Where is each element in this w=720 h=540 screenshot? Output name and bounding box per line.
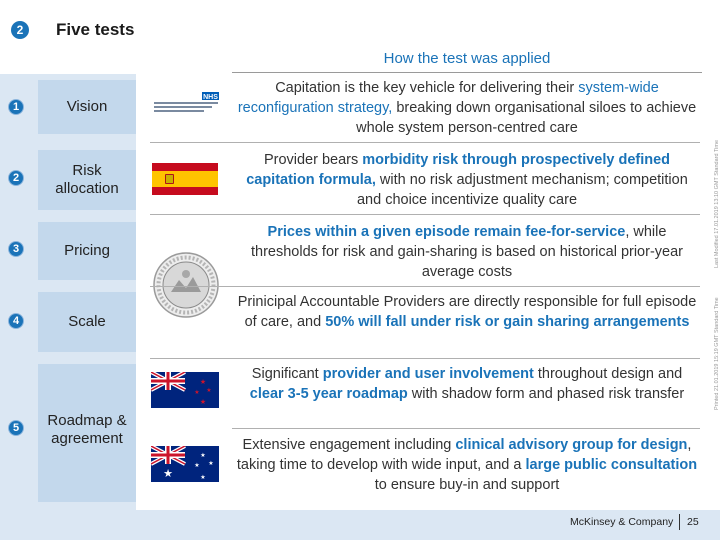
row-label-vision: Vision xyxy=(66,98,108,115)
svg-text:★: ★ xyxy=(199,399,207,406)
australia-flag-icon xyxy=(151,446,219,482)
row-number-badge: 4 xyxy=(8,313,24,329)
row-label-roadmap: Roadmap & agreement xyxy=(47,412,127,447)
page-number: 25 xyxy=(687,516,699,528)
nhs-logo xyxy=(152,90,220,118)
row-divider xyxy=(150,142,700,143)
header-divider xyxy=(232,72,702,73)
row-number-badge: 1 xyxy=(8,99,24,115)
row-divider xyxy=(150,214,700,215)
row-description-pricing: Prices within a given episode remain fee-for-service, while thresholds for risk and gain-sharing is based on historical prior-year average costs xyxy=(251,224,683,280)
spain-flag-icon xyxy=(152,163,218,195)
row-divider xyxy=(232,428,700,429)
row-description-scale: Prinicipal Accountable Providers are directly responsible for full episode of care, and 50% will fall under risk or gain sharing arrangements xyxy=(237,294,697,330)
svg-text:★: ★ xyxy=(163,468,173,480)
footer-separator xyxy=(679,514,680,530)
svg-text:★: ★ xyxy=(200,475,206,481)
row-label-risk-allocation: Risk allocation xyxy=(55,162,119,197)
column-header: How the test was applied xyxy=(383,50,551,67)
row-divider xyxy=(150,358,700,359)
side-note-modified: Last Modified 17.01.2019 13:10 GMT Standard Time xyxy=(714,139,720,268)
svg-text:NHS: NHS xyxy=(203,94,218,101)
row-number-badge: 5 xyxy=(8,420,24,436)
svg-text:★: ★ xyxy=(194,463,200,469)
row-description-engagement: Extensive engagement including clinical advisory group for design, taking time to develop with wide input, and a large public consultation to ensure buy-in and support xyxy=(236,437,698,493)
row-number-badge: 2 xyxy=(8,170,24,186)
row-divider xyxy=(150,286,700,287)
state-seal-icon xyxy=(153,252,219,318)
svg-text:★: ★ xyxy=(199,379,207,386)
row-label-scale: Scale xyxy=(68,313,106,330)
section-number-badge: 2 xyxy=(11,21,29,39)
svg-text:★: ★ xyxy=(194,390,200,396)
row-description-risk-allocation: Provider bears morbidity risk through prospectively defined capitation formula, with no risk adjustment mechanism; competition and choice incentivize quality care xyxy=(246,152,688,208)
new-zealand-flag-icon xyxy=(151,372,219,408)
svg-text:★: ★ xyxy=(200,453,206,459)
row-description-roadmap: Significant provider and user involvement throughout design and clear 3-5 year roadmap with shadow form and phased risk transfer xyxy=(249,366,685,402)
svg-text:★: ★ xyxy=(206,388,212,394)
row-label-pricing: Pricing xyxy=(64,242,110,259)
svg-text:★: ★ xyxy=(208,461,214,467)
row-description-vision: Capitation is the key vehicle for delivering their system-wide reconfiguration strategy, breaking down organisational siloes to achieve whole system person-centred care xyxy=(237,80,697,136)
row-number-badge: 3 xyxy=(8,241,24,257)
page-title: Five tests xyxy=(56,20,135,39)
footer-brand: McKinsey & Company xyxy=(570,516,674,528)
side-note-printed: Printed 21.01.2019 15:19 GMT Standard Time xyxy=(714,297,720,410)
